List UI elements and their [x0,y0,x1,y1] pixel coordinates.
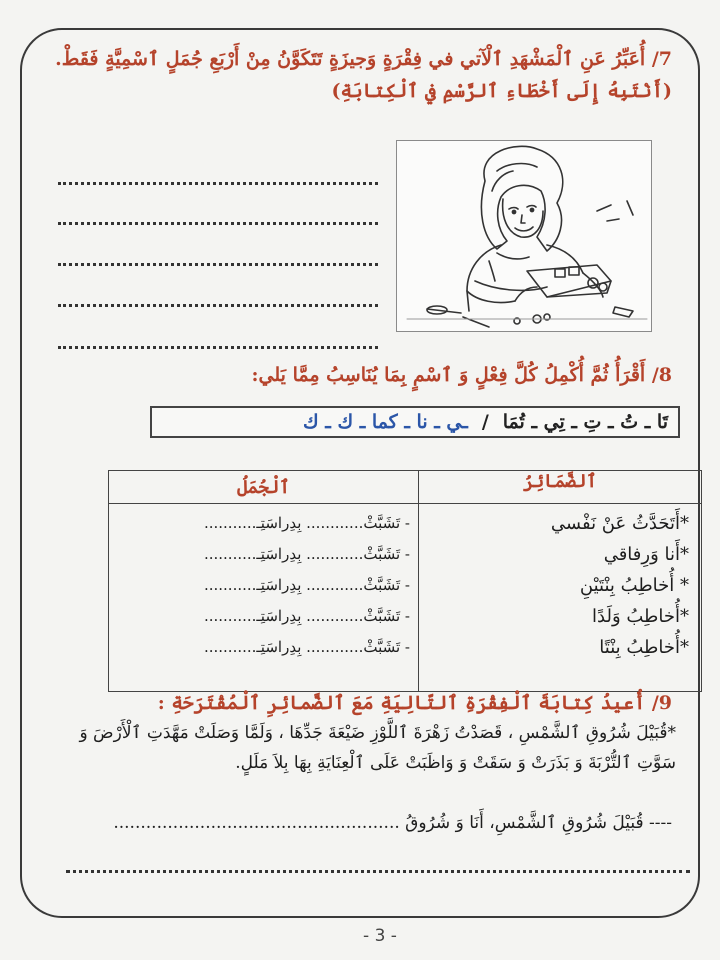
girl-repairing-illustration [397,141,651,331]
pronoun-item: *أَتَحَدَّثُ عَنْ نَفْسي [550,513,689,534]
exercise9-title: 9/ أُعيدُ كِتابَةَ ٱلْفِقْرَةِ ٱلتّالِيَةِ مَعَ ٱلضَّمائِرِ ٱلْمُقْتَرَحَةِ : [157,692,672,714]
exercise8-title: 8/ أَقْرَأُ ثُمَّ أُكْمِلُ كُلَّ فِعْلٍ وَ ٱسْمٍ بِمَا يُنَاسِبُ مِمَّا يَلي: [251,364,672,386]
source-paragraph: *قُبَيْلَ شُرُوقِ ٱلشَّمْسِ ، قَصَدْتُ زَهْرَةَ ٱللَّوْزِ ضَيْعَةَ جَدِّهَا ، وَلَمَّا وَصَلَتْ مَهَّدَتِ ٱلْأَرْضَ وَ سَوَّتِ ٱلتُّرْبَةَ وَ بَذَرَتْ وَ سَقَتْ وَ وَاظَبَتْ عَلَى ٱلْعِنَايَةِ بِهَا بِلاَ مَلَلٍ. [79,723,676,773]
rewrite-start-line[interactable]: ---- قُبَيْلَ شُرُوقِ ٱلشَّمْسِ، أَنَا وَ شُرُوقُ ..................................................... [113,813,672,833]
writing-line[interactable] [58,222,378,225]
writing-line[interactable] [58,182,378,185]
sentence-blank[interactable]: - تَشَبَّثْ............ بِدِراسَتِـ........... [203,514,410,532]
pronoun-item: * أُخاطِبُ بِنْتَيْنِ [579,575,689,596]
exercise7-note: (أَنْتَبِهُ إِلَى أَخْطَاءِ ٱلرَّسْمِ في ٱلْكِتابَةِ) [331,80,672,102]
sentence-blank[interactable]: - تَشَبَّثْ............ بِدِراسَتِـ........... [203,638,410,656]
noun-suffix-options: ـي ـ نا ـ كما ـ ك ـ ك [303,411,468,433]
pronouns-table [108,470,702,692]
sentences-header: ٱلْجُمَلُ [109,471,419,504]
writing-line[interactable] [58,346,378,349]
pronoun-item: *أُخاطِبُ وَلَدًا [592,606,689,627]
writing-line[interactable] [58,304,378,307]
writing-line[interactable] [58,263,378,266]
sentences-column [109,504,419,692]
pronoun-item: *أُخاطِبُ بِنْتًا [599,637,689,658]
options-box [150,406,680,438]
illustration-girl-fixing-toy [396,140,652,332]
sentence-blank[interactable]: - تَشَبَّثْ............ بِدِراسَتِـ........... [203,607,410,625]
verb-suffix-options: تَا ـ تُ ـ تِ ـ تِي ـ تُمَا [502,411,668,433]
pronouns-header: ٱلضَّمَائِرُ [419,471,702,504]
sentence-blank[interactable]: - تَشَبَّثْ............ بِدِراسَتِـ........... [203,545,410,563]
writing-line[interactable] [66,870,690,873]
page-number: - 3 - [363,926,397,946]
options-separator: / [481,411,489,433]
sentence-blank[interactable]: - تَشَبَّثْ............ بِدِراسَتِـ........... [203,576,410,594]
pronoun-item: *أَنا وَرِفاقي [603,544,689,565]
pronouns-column [419,504,702,692]
exercise7-title: 7/ أُعَبِّرُ عَنِ ٱلْمَشْهَدِ ٱلْآتي في فِقْرَةٍ وَجيزَةٍ تَتَكَوَّنُ مِنْ أَرْبَعِ جُمَلٍ ٱسْمِيَّةٍ فَقَطْ. [55,48,672,70]
